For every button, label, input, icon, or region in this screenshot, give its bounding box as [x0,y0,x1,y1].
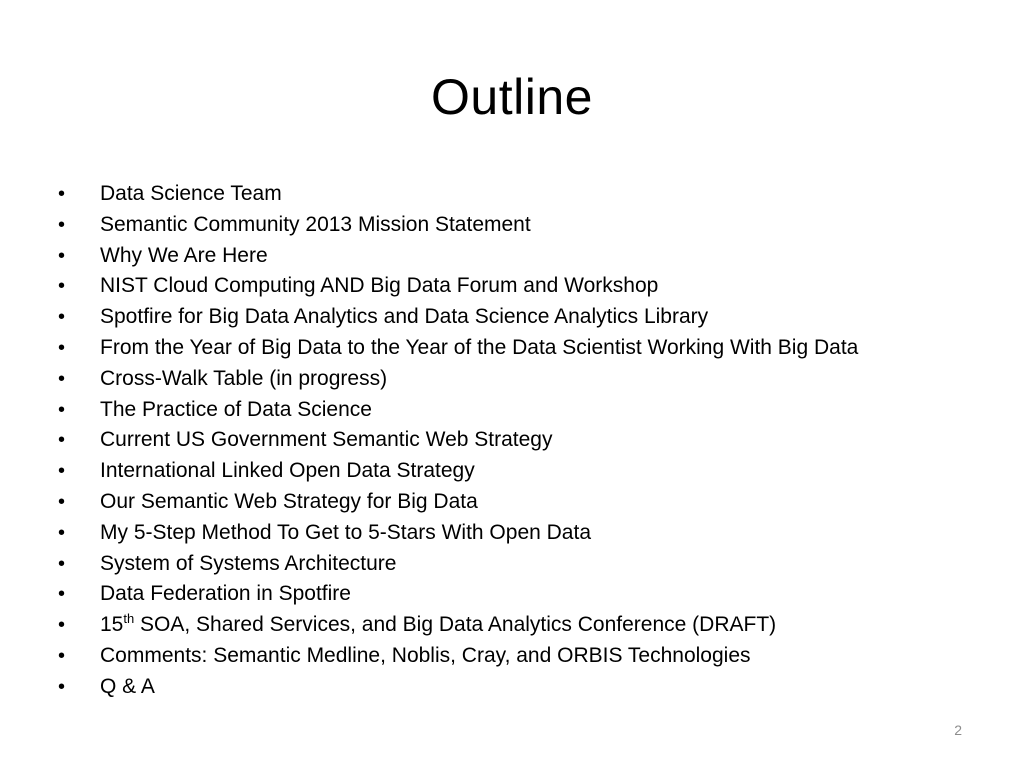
list-item [58,302,858,333]
bullet-icon: • [58,521,66,544]
bullet-icon: • [58,614,66,637]
list-item [58,487,858,518]
list-item-text: System of Systems Architecture [100,551,397,575]
list-item-text: Data Federation in Spotfire [100,582,351,606]
list-item [58,241,858,272]
ordinal-suffix: th [123,611,135,627]
bullet-icon: • [58,398,66,421]
list-item-text: From the Year of Big Data to the Year of the Data Scientist Working With Big Data [100,335,859,359]
list-item-text: Cross-Walk Table (in progress) [100,366,388,390]
bullet-icon: • [58,306,66,329]
bullet-icon: • [58,460,66,483]
list-item [58,333,858,364]
list-item-text: NIST Cloud Computing AND Big Data Forum and Workshop [100,274,659,298]
list-item [58,179,858,210]
list-item [58,518,858,549]
bullet-icon: • [58,675,66,698]
bullet-icon: • [58,367,66,390]
bullet-icon: • [58,552,66,575]
bullet-icon: • [58,429,66,452]
bullet-icon: • [58,275,66,298]
list-item [58,641,858,672]
list-item-text: My 5-Step Method To Get to 5-Stars With Open Data [100,520,591,544]
list-item-text: International Linked Open Data Strategy [100,459,475,483]
list-item [58,364,858,395]
list-item-text-rest: SOA, Shared Services, and Big Data Analytics Conference (DRAFT) [134,613,777,637]
list-item-text: Semantic Community 2013 Mission Statement [100,212,531,236]
bullet-icon: • [58,244,66,267]
bullet-icon: • [58,213,66,236]
list-item-text [100,610,776,641]
bullet-icon: • [58,583,66,606]
list-item-text: Current US Government Semantic Web Strategy [100,428,553,452]
list-item [58,395,858,426]
ordinal-number: 15 [100,613,124,637]
list-item-text: Our Semantic Web Strategy for Big Data [100,489,478,513]
list-item [58,271,858,302]
list-item [58,456,858,487]
list-item [58,425,858,456]
list-item [58,210,858,241]
page-number: 2 [954,722,962,738]
list-item-text: Comments: Semantic Medline, Noblis, Cray, and ORBIS Technologies [100,643,751,667]
bullet-icon: • [58,644,66,667]
list-item [58,672,858,703]
list-item [58,610,858,641]
bullet-icon: • [58,490,66,513]
outline-list [58,179,858,703]
list-item [58,549,858,580]
list-item-text: Why We Are Here [100,243,268,267]
list-item [58,579,858,610]
list-item-text: The Practice of Data Science [100,397,372,421]
bullet-icon: • [58,183,66,205]
bullet-icon: • [58,336,66,359]
slide-title: Outline [431,69,593,125]
list-item-text: Spotfire for Big Data Analytics and Data Science Analytics Library [100,305,709,329]
list-item-text: Q & A [100,674,155,698]
list-item-text: Data Science Team [100,182,282,205]
